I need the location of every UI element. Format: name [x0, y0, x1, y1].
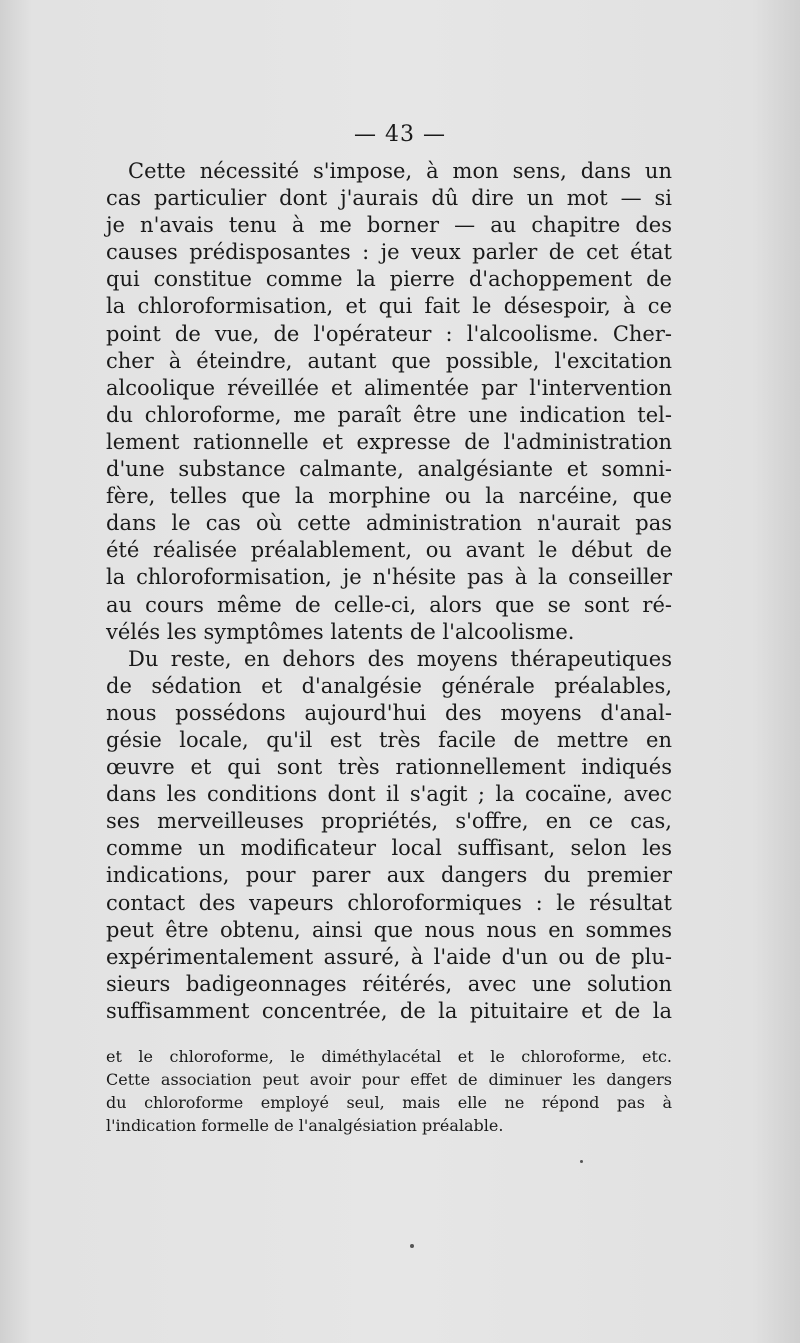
text-line: causes prédisposantes : je veux parler de cet état	[106, 240, 672, 265]
text-line: cher à éteindre, autant que possible, l'excitation	[106, 348, 672, 373]
text-line: alcoolique réveillée et alimentée par l'intervention	[106, 375, 672, 400]
text-line: point de vue, de l'opérateur : l'alcoolisme. Cher-	[106, 321, 672, 346]
text-line: œuvre et qui sont très rationnellement indiqués	[106, 755, 672, 780]
text-line: la chloroformisation, je n'hésite pas à la conseiller	[106, 565, 672, 590]
text-line: de sédation et d'analgésie générale préalables,	[106, 673, 672, 698]
footnote-line: Cette association peut avoir pour effet de diminuer les dangers	[106, 1070, 672, 1089]
text-line: fère, telles que la morphine ou la narcéine, que	[106, 484, 672, 509]
text-line: indications, pour parer aux dangers du premier	[106, 863, 672, 888]
text-line: dans le cas où cette administration n'aurait pas	[106, 511, 672, 536]
text-line: au cours même de celle-ci, alors que se sont ré-	[106, 592, 672, 617]
text-line: suffisamment concentrée, de la pituitaire et de la	[106, 998, 672, 1023]
text-line: peut être obtenu, ainsi que nous nous en sommes	[106, 917, 672, 942]
body-text	[106, 158, 672, 1025]
text-line: gésie locale, qu'il est très facile de mettre en	[106, 727, 672, 752]
text-line: ses merveilleuses propriétés, s'offre, en ce cas,	[106, 809, 672, 834]
text-line: je n'avais tenu à me borner — au chapitre des	[106, 213, 672, 238]
text-line: qui constitue comme la pierre d'achoppement de	[106, 267, 672, 292]
text-line: Cette nécessité s'impose, à mon sens, dans un	[128, 159, 672, 183]
footnote-line: du chloroforme employé seul, mais elle ne répond pas à	[106, 1093, 672, 1112]
text-line: d'une substance calmante, analgésiante et somni-	[106, 457, 672, 482]
text-line: lement rationnelle et expresse de l'administration	[106, 429, 672, 454]
text-line: sieurs badigeonnages réitérés, avec une solution	[106, 971, 672, 996]
page-number: — 43 —	[354, 122, 446, 147]
ink-speck	[580, 1160, 583, 1163]
text-line: contact des vapeurs chloroformiques : le résultat	[106, 890, 672, 915]
text-line: la chloroformisation, et qui fait le désespoir, à ce	[106, 294, 672, 319]
text-line: Du reste, en dehors des moyens thérapeutiques	[128, 646, 672, 671]
footnote	[106, 1045, 672, 1137]
text-line: nous possédons aujourd'hui des moyens d'anal-	[106, 700, 672, 725]
text-line: vélés les symptômes latents de l'alcoolisme.	[106, 619, 575, 644]
text-line: dans les conditions dont il s'agit ; la cocaïne, avec	[106, 782, 672, 807]
ink-speck	[410, 1244, 414, 1248]
footnote-line: l'indication formelle de l'analgésiation préalable.	[106, 1116, 504, 1135]
text-line: expérimentalement assuré, à l'aide d'un ou de plu-	[106, 944, 672, 969]
footnote-line: et le chloroforme, le diméthylacétal et le chloroforme, etc.	[106, 1047, 672, 1066]
text-line: été réalisée préalablement, ou avant le début de	[106, 538, 672, 563]
text-line: comme un modificateur local suffisant, selon les	[106, 836, 672, 861]
text-line: du chloroforme, me paraît être une indication tel-	[106, 402, 672, 427]
text-line: cas particulier dont j'aurais dû dire un mot — si	[106, 186, 672, 211]
